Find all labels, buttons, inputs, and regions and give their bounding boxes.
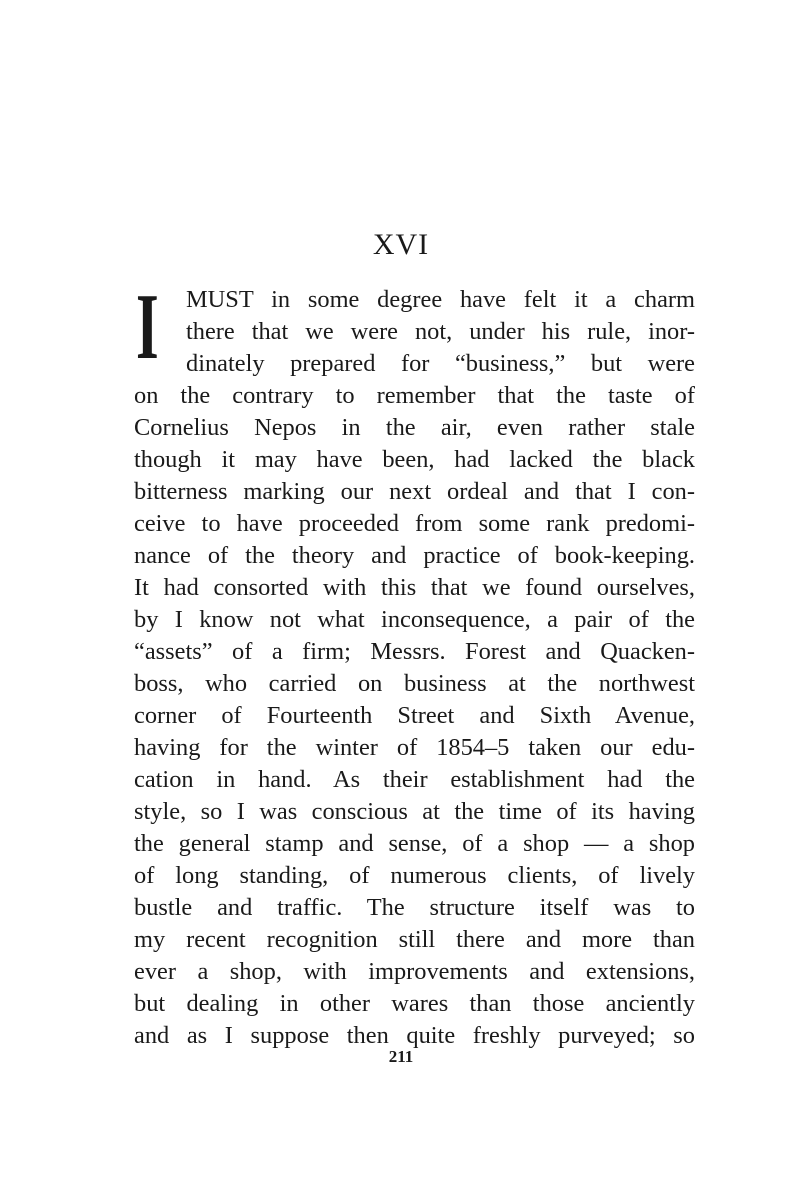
text-line: though it may have been, had lacked the black bbox=[134, 446, 695, 473]
text-line: my recent recognition still there and more than bbox=[134, 926, 695, 953]
text-line: “assets” of a firm; Messrs. Forest and Quacken- bbox=[134, 638, 695, 665]
text-line: and as I suppose then quite freshly purveyed; so bbox=[134, 1022, 695, 1049]
drop-cap: I bbox=[136, 275, 159, 379]
page-number: 211 bbox=[388, 1047, 414, 1066]
text-line: having for the winter of 1854–5 taken our edu- bbox=[134, 734, 695, 761]
text-line: Cornelius Nepos in the air, even rather stale bbox=[134, 414, 695, 441]
text-line: boss, who carried on business at the northwest bbox=[134, 670, 695, 697]
text-line: but dealing in other wares than those anciently bbox=[134, 990, 695, 1017]
text-line: nance of the theory and practice of book-keeping. bbox=[134, 542, 695, 569]
text-line: It had consorted with this that we found ourselves, bbox=[134, 574, 695, 601]
text-line: the general stamp and sense, of a shop — a shop bbox=[134, 830, 695, 857]
text-line: by I know not what inconsequence, a pair of the bbox=[134, 606, 695, 633]
text-line: style, so I was conscious at the time of its having bbox=[134, 798, 695, 825]
text-line: ever a shop, with improvements and extensions, bbox=[134, 958, 695, 985]
text-line: dinately prepared for “business,” but were bbox=[186, 350, 695, 377]
text-line: there that we were not, under his rule, inor- bbox=[186, 318, 695, 345]
text-line: cation in hand. As their establishment had the bbox=[134, 766, 695, 793]
text-line: of long standing, of numerous clients, of lively bbox=[134, 862, 695, 889]
text-line: on the contrary to remember that the taste of bbox=[134, 382, 695, 409]
text-line: MUST in some degree have felt it a charm bbox=[186, 286, 695, 313]
chapter-heading: XVI bbox=[372, 228, 430, 261]
text-line: bustle and traffic. The structure itself was to bbox=[134, 894, 695, 921]
text-line: corner of Fourteenth Street and Sixth Avenue, bbox=[134, 702, 695, 729]
text-line: bitterness marking our next ordeal and that I con- bbox=[134, 478, 695, 505]
text-line: ceive to have proceeded from some rank predomi- bbox=[134, 510, 695, 537]
